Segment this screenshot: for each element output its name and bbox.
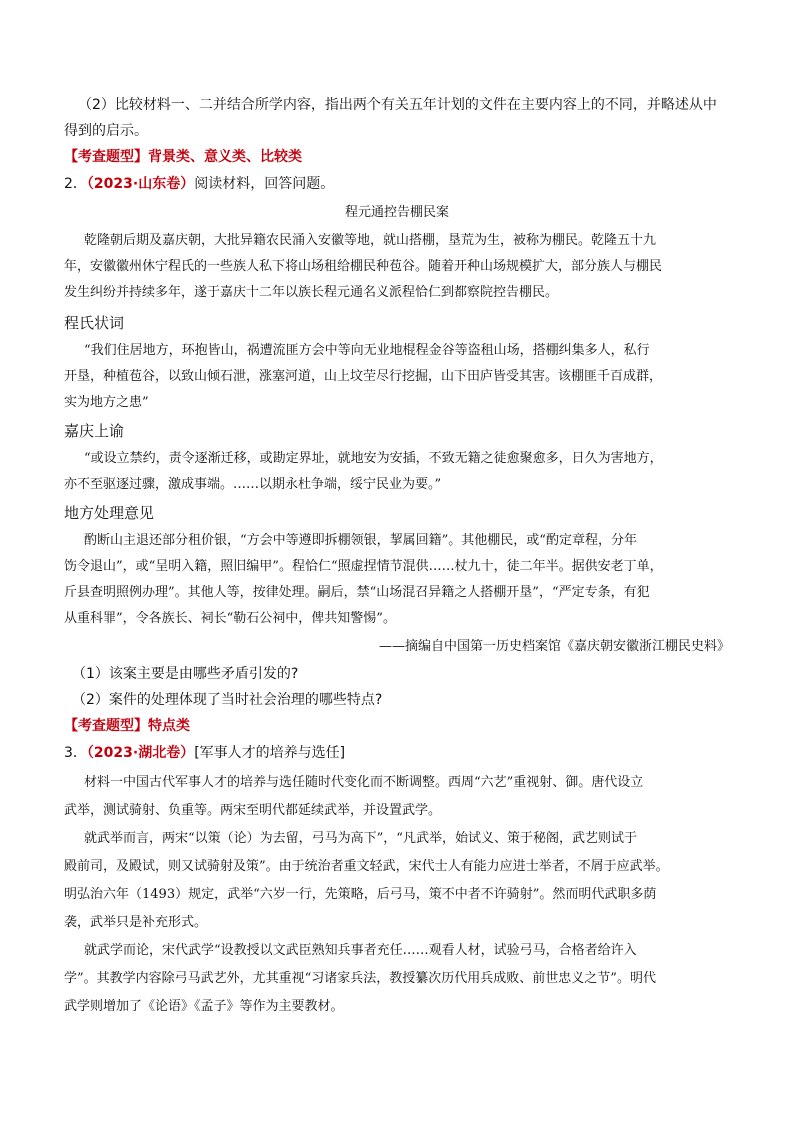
petition-line-3: 实为地方之患” [64,395,149,410]
question-topic: [军事人才的培养与选任] [194,745,346,761]
question-source: （2023·山东卷） [86,176,195,192]
question-2-header [64,174,334,194]
material-title: 程元通控告棚民案 [344,205,449,220]
sub-question-1: （1）该案主要是由哪些矛盾引发的? [72,666,299,682]
martial-exam-line-2: 殿前司，及殿试，则又试骑射及策”。由于统治者重文轻武，宋代士人有能力应进士举者，不屑于应武举。 [64,859,669,874]
question-type-label: 【考查题型】 [64,718,148,734]
martial-school-line-2: 学”。其教学内容除弓马武艺外，尤其重视“习诸家兵法，教授纂次历代用兵成败、前世忠义之节”。明代 [64,971,656,986]
martial-school-line-1: 就武学而论，宋代武学“设教授以文武臣熟知兵事者充任……观看人材，试验弓马，合格者给许入 [84,943,637,958]
local-handling-line-1: 酌断山主退还部分租价银，“方会中等遵即拆棚领银，挈属回籍”。其他棚民，或“酌定章程，分年 [84,533,637,548]
question-type-tag [64,147,302,167]
sub-question-2: （2）案件的处理体现了当时社会治理的哪些特点? [72,692,383,708]
material-intro-line-1: 乾隆朝后期及嘉庆朝，大批异籍农民涌入安徽等地，就山搭棚，垦荒为生，被称为棚民。乾隆五十九 [84,233,657,248]
edict-line-2: 亦不至驱逐过骤，激成事端。……以期永杜争端，绥宁民业为要。” [64,477,442,492]
question-number: 2． [64,176,87,192]
martial-exam-line-3: 明弘治六年（1493）规定，武举“六岁一行，先策略，后弓马，策不中者不许骑射”。然而明代武职多荫 [64,887,657,902]
question-source: （2023·湖北卷） [86,745,195,761]
material-intro-line-3: 发生纠纷并持续多年，遂于嘉庆十二年以族长程元通名义派程恰仁到都察院控告棚民。 [64,285,559,300]
question-type-value: 背景类、意义类、比较类 [148,149,302,165]
source-citation: ——摘编自中国第一历史档案馆《嘉庆朝安徽浙江棚民史料》 [378,639,730,654]
question-prompt: 阅读材料，回答问题。 [194,176,335,192]
q2-prev-text-line-2: 得到的启示。 [64,123,148,139]
question-type-label: 【考查题型】 [64,149,148,165]
martial-school-line-3: 武学则增加了《论语》《孟子》等作为主要教材。 [64,999,344,1014]
q2-prev-text-line-1: （2）比较材料一、二并结合所学内容，指出两个有关五年计划的文件在主要内容上的不同，并略述从中 [78,97,717,113]
material-one-line-1: 材料一中国古代军事人才的培养与选任随时代变化而不断调整。西周“六艺”重视射、御。唐代设立 [84,775,644,790]
local-handling-line-3: 斤县查明照例办理”。其他人等，按律处理。嗣后，禁“山场混召异籍之人搭棚开垦”，“严定专条，有犯 [64,585,650,600]
question-3-header [64,743,345,763]
material-intro-line-2: 年，安徽徽州休宁程氏的一些族人私下将山场租给棚民种苞谷。随着开种山场规模扩大，部分族人与棚民 [64,259,663,274]
section-heading: 程氏状词 [64,314,125,332]
section-heading: 嘉庆上谕 [64,422,125,440]
petition-line-2: 开垦，种植苞谷，以致山倾石泄，涨塞河道，山上坟茔尽行挖掘，山下田庐皆受其害。该棚匪千百成群， [64,369,663,384]
question-number: 3． [64,745,87,761]
question-type-tag [64,716,190,736]
section-heading: 地方处理意见 [64,504,155,522]
petition-line-1: “我们住居地方，环抱皆山，祸遭流匪方会中等向无业地棍程金谷等盗租山场，搭棚纠集多人，私行 [84,343,650,358]
material-one-line-2: 武举，测试骑射、负重等。两宋至明代都延续武举，并设置武学。 [64,803,442,818]
local-handling-line-4: 从重科罪”，令各族长、祠长“勒石公祠中，俾共知警惕”。 [64,611,396,626]
local-handling-line-2: 饬令退山”，或“呈明入籍，照旧编甲”。程恰仁“照虚捏情节混供……杖九十，徒二年半。据供安老丁单， [64,559,663,574]
martial-exam-line-1: 就武举而言，两宋“以策（论）为去留，弓马为高下”，“凡武举，始试义、策于秘阁，武艺则试于 [84,831,637,846]
question-type-value: 特点类 [148,718,190,734]
edict-line-1: “或设立禁约，责令逐渐迁移，或勘定界址，就地安为安插，不致无籍之徒愈聚愈多，日久为害地方， [84,451,663,466]
martial-exam-line-4: 袭，武举只是补充形式。 [64,915,208,930]
